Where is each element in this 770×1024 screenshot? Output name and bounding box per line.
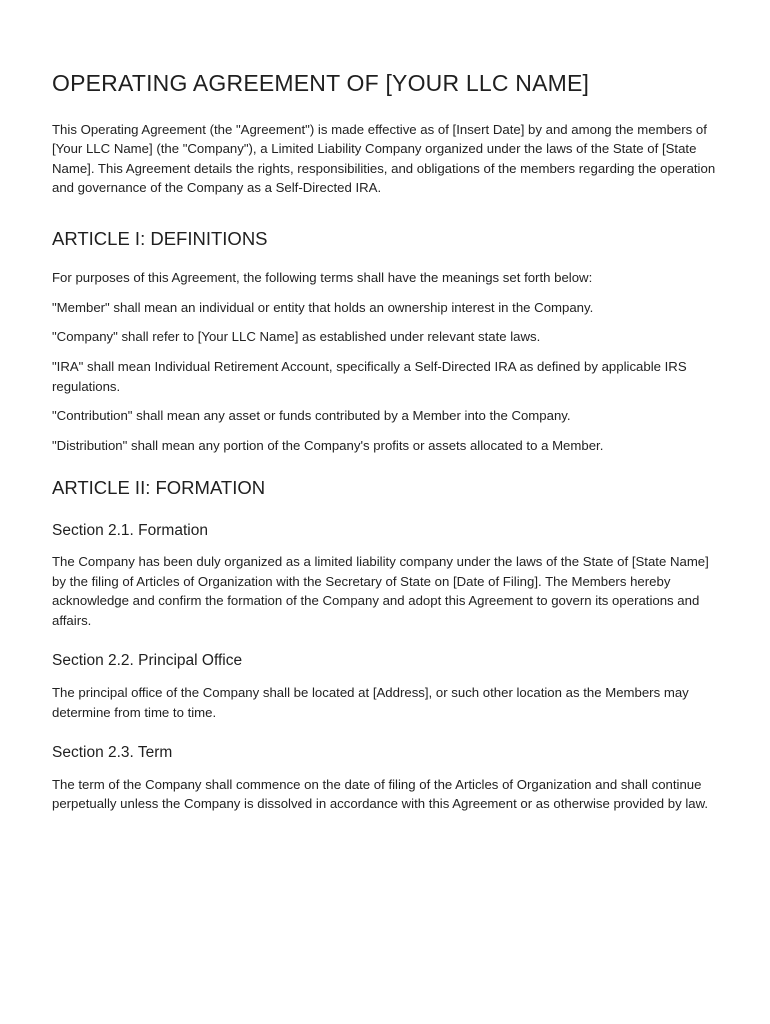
article-2-heading: ARTICLE II: FORMATION (52, 477, 266, 499)
definition-member: "Member" shall mean an individual or entity that holds an ownership interest in the Company. (52, 299, 594, 315)
article-1-heading: ARTICLE I: DEFINITIONS (52, 227, 268, 249)
definitions-lead: For purposes of this Agreement, the following terms shall have the meanings set forth below: (52, 270, 593, 286)
definition-ira: "IRA" shall mean Individual Retirement Account, specifically a Self-Directed IRA as defined by applicable IRS regulations. (52, 358, 687, 394)
section-2-2-body: The principal office of the Company shall be located at [Address], or such other location as the Members may determine from time to time. (52, 685, 689, 720)
document-title: OPERATING AGREEMENT OF [YOUR LLC NAME] (52, 70, 590, 96)
section-2-2-heading: Section 2.2. Principal Office (52, 652, 243, 670)
section-2-3-heading: Section 2.3. Term (52, 744, 173, 762)
section-2-1-heading: Section 2.1. Formation (52, 521, 208, 539)
intro-paragraph: This Operating Agreement (the "Agreement") is made effective as of [Insert Date] by and among the members of [Your LLC Name] (the "Company"), a Limited Liability Company organized under the laws of the State of [State Name]. This Agreement details the rights, responsibilities, and obligations of the members regarding the operation and governance of the Company as a Self-Directed IRA. (52, 121, 716, 196)
definition-company: "Company" shall refer to [Your LLC Name] as established under relevant state laws. (52, 329, 541, 345)
definition-contribution: "Contribution" shall mean any asset or funds contributed by a Member into the Company. (52, 408, 571, 424)
section-2-3-body: The term of the Company shall commence on the date of filing of the Articles of Organization and shall continue perpetually unless the Company is dissolved in accordance with this Agreement or as otherwise provided by law. (52, 776, 709, 812)
definition-distribution: "Distribution" shall mean any portion of the Company's profits or assets allocated to a Member. (52, 437, 604, 453)
section-2-1-body: The Company has been duly organized as a limited liability company under the laws of the State of [State Name] by the filing of Articles of Organization with the Secretary of State on [Date of Filing]. The Members hereby acknowledge and confirm the formation of the Company and adopt this Agreement to govern its operations and affairs. (52, 554, 709, 628)
